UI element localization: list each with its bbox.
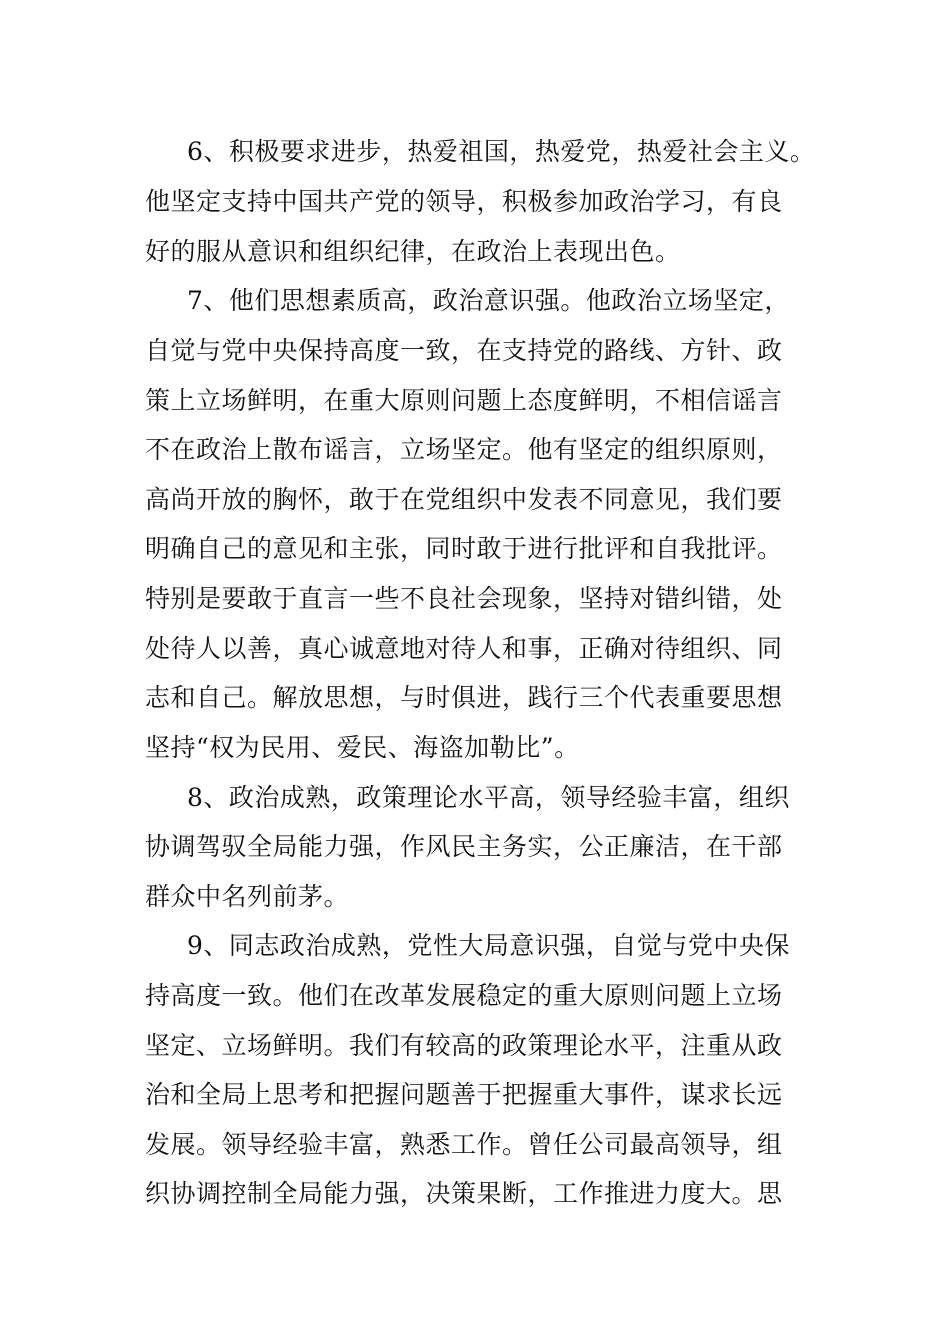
- paragraph-7-line-4: 不在政治上散布谣言，立场坚定。他有坚定的组织原则，: [145, 435, 783, 464]
- paragraph-7-line-10: 坚持“权为民用、爱民、海盗加勒比”。: [145, 733, 580, 762]
- paragraph-9-line-4: 治和全局上思考和把握问题善于把握重大事件，谋求长远: [145, 1080, 783, 1109]
- paragraph-7-line-1: 7、他们思想素质高，政治意识强。他政治立场坚定，: [187, 286, 790, 315]
- paragraph-9-line-5: 发展。领导经验丰富，熟悉工作。曾任公司最高领导，组: [145, 1130, 783, 1159]
- paragraph-8-line-2: 协调驾驭全局能力强，作风民主务实，公正廉洁，在干部: [145, 832, 783, 861]
- paragraph-6-line-2: 他坚定支持中国共产党的领导，积极参加政治学习，有良: [145, 187, 783, 216]
- paragraph-9-line-3: 坚定、立场鲜明。我们有较高的政策理论水平，注重从政: [145, 1031, 783, 1060]
- paragraph-6-line-1: 6、积极要求进步，热爱祖国，热爱党，热爱社会主义。: [187, 137, 816, 166]
- paragraph-7-line-6: 明确自己的意见和主张，同时敢于进行批评和自我批评。: [145, 534, 783, 563]
- paragraph-7-line-2: 自觉与党中央保持高度一致，在支持党的路线、方针、政: [145, 336, 783, 365]
- paragraph-9-line-6: 织协调控制全局能力强，决策果断，工作推进力度大。思: [145, 1179, 783, 1208]
- paragraph-7-line-7: 特别是要敢于直言一些不良社会现象，坚持对错纠错，处: [145, 584, 783, 613]
- paragraph-6-line-3: 好的服从意识和组织纪律，在政治上表现出色。: [145, 237, 681, 266]
- paragraph-9-line-1: 9、同志政治成熟，党性大局意识强，自觉与党中央保: [187, 931, 790, 960]
- paragraph-9-line-2: 持高度一致。他们在改革发展稳定的重大原则问题上立场: [145, 981, 783, 1010]
- paragraph-7-line-3: 策上立场鲜明，在重大原则问题上态度鲜明，不相信谣言: [145, 386, 783, 415]
- paragraph-7-line-5: 高尚开放的胸怀，敢于在党组织中发表不同意见，我们要: [145, 485, 783, 514]
- paragraph-7-line-9: 志和自己。解放思想，与时俱进，践行三个代表重要思想: [145, 683, 783, 712]
- paragraph-8-line-3: 群众中名列前茅。: [145, 882, 350, 911]
- paragraph-7-line-8: 处待人以善，真心诚意地对待人和事，正确对待组织、同: [145, 634, 783, 663]
- paragraph-8-line-1: 8、政治成熟，政策理论水平高，领导经验丰富，组织: [187, 783, 790, 812]
